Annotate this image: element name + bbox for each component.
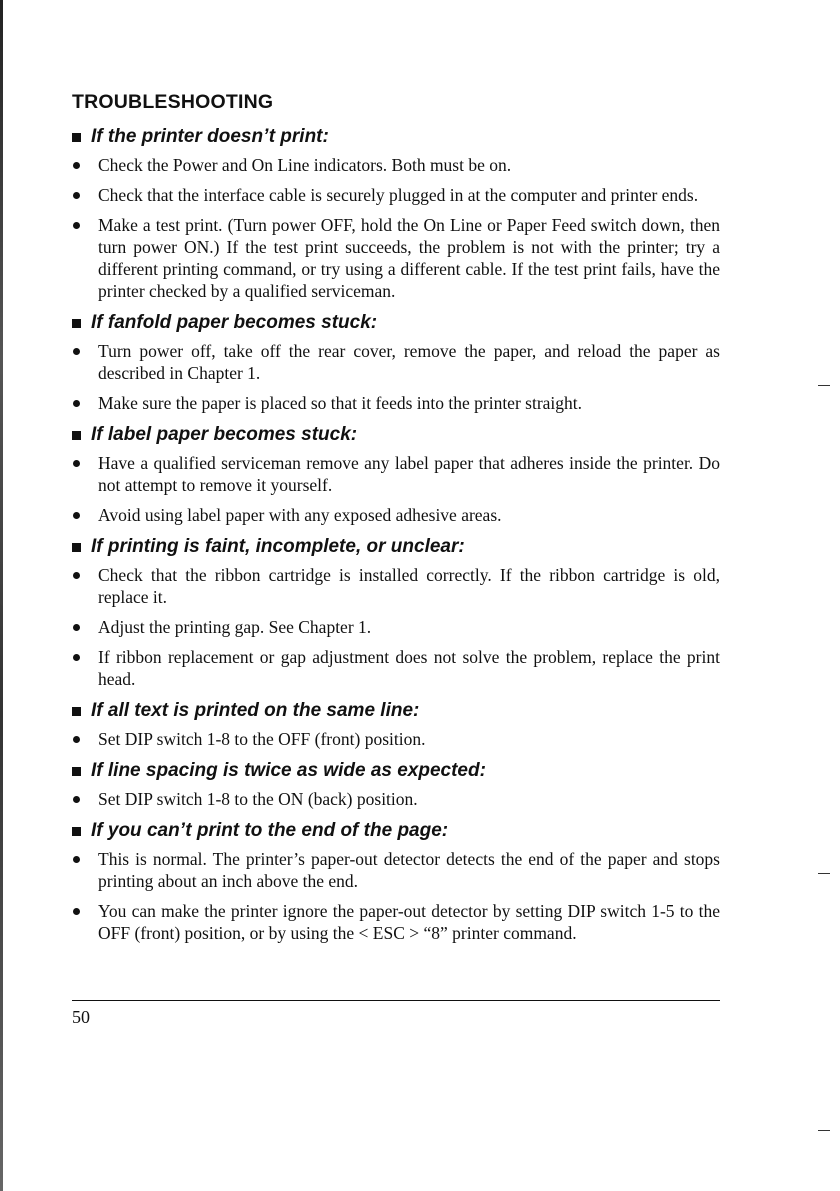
list-item bbox=[72, 646, 720, 690]
list-item-text: Have a qualified serviceman remove any label paper that adheres inside the printer. Do not attempt to remove it yourself. bbox=[98, 453, 720, 495]
list-item bbox=[72, 728, 720, 750]
list-item bbox=[72, 616, 720, 638]
list-item bbox=[72, 504, 720, 526]
list-item bbox=[72, 452, 720, 496]
section-heading-text: If all text is printed on the same line: bbox=[91, 700, 420, 721]
round-bullet-icon bbox=[73, 654, 80, 661]
list-item bbox=[72, 564, 720, 608]
section-heading bbox=[72, 534, 720, 560]
square-bullet-icon bbox=[72, 431, 81, 440]
bullet-list bbox=[72, 848, 720, 944]
list-item bbox=[72, 184, 720, 206]
list-item-text: Check the Power and On Line indicators. Both must be on. bbox=[98, 155, 512, 175]
round-bullet-icon bbox=[73, 400, 80, 407]
round-bullet-icon bbox=[73, 856, 80, 863]
square-bullet-icon bbox=[72, 827, 81, 836]
section-heading bbox=[72, 310, 720, 336]
round-bullet-icon bbox=[73, 192, 80, 199]
section-heading bbox=[72, 698, 720, 724]
list-item-text: Turn power off, take off the rear cover, remove the paper, and reload the paper as described in Chapter 1. bbox=[98, 341, 720, 383]
bullet-list bbox=[72, 154, 720, 302]
list-item-text: Check that the ribbon cartridge is installed correctly. If the ribbon cartridge is old, replace it. bbox=[98, 565, 720, 607]
round-bullet-icon bbox=[73, 162, 80, 169]
sections-container bbox=[72, 124, 720, 944]
section-heading bbox=[72, 818, 720, 844]
section-heading-text: If you can’t print to the end of the page: bbox=[91, 820, 449, 841]
list-item-text: Adjust the printing gap. See Chapter 1. bbox=[98, 617, 372, 637]
margin-mark bbox=[818, 873, 830, 874]
list-item bbox=[72, 900, 720, 944]
bullet-list bbox=[72, 340, 720, 414]
section-heading-text: If label paper becomes stuck: bbox=[91, 424, 358, 445]
list-item-text: You can make the printer ignore the paper-out detector by setting DIP switch 1-5 to the OFF (front) position, or by using the < ESC > “8” printer command. bbox=[98, 901, 720, 943]
list-item-text: Check that the interface cable is securely plugged in at the computer and printer ends. bbox=[98, 185, 699, 205]
bullet-list bbox=[72, 788, 720, 810]
section-heading-text: If fanfold paper becomes stuck: bbox=[91, 312, 378, 333]
scan-edge bbox=[0, 0, 3, 1191]
bullet-list bbox=[72, 564, 720, 690]
round-bullet-icon bbox=[73, 796, 80, 803]
square-bullet-icon bbox=[72, 319, 81, 328]
list-item bbox=[72, 340, 720, 384]
page-number: 50 bbox=[72, 1007, 90, 1027]
list-item bbox=[72, 154, 720, 176]
list-item-text: Set DIP switch 1-8 to the OFF (front) position. bbox=[98, 729, 426, 749]
margin-mark bbox=[818, 1130, 830, 1131]
footer-divider bbox=[72, 1000, 720, 1001]
section bbox=[72, 422, 720, 526]
section-heading-text: If line spacing is twice as wide as expected: bbox=[91, 760, 486, 781]
round-bullet-icon bbox=[73, 736, 80, 743]
round-bullet-icon bbox=[73, 348, 80, 355]
section bbox=[72, 698, 720, 750]
square-bullet-icon bbox=[72, 707, 81, 716]
round-bullet-icon bbox=[73, 572, 80, 579]
section bbox=[72, 818, 720, 944]
square-bullet-icon bbox=[72, 543, 81, 552]
page-title: TROUBLESHOOTING bbox=[72, 91, 274, 113]
round-bullet-icon bbox=[73, 460, 80, 467]
round-bullet-icon bbox=[73, 222, 80, 229]
document-page bbox=[72, 88, 720, 952]
list-item-text: Make a test print. (Turn power OFF, hold the On Line or Paper Feed switch down, then turn power ON.) If the test print succeeds, the problem is not with the printer; try a different printing command, or try using a different cable. If the test print fails, have the printer checked by a qualified serviceman. bbox=[98, 215, 720, 301]
round-bullet-icon bbox=[73, 908, 80, 915]
bullet-list bbox=[72, 728, 720, 750]
section-heading-text: If printing is faint, incomplete, or unclear: bbox=[91, 536, 465, 557]
list-item bbox=[72, 848, 720, 892]
section bbox=[72, 124, 720, 302]
round-bullet-icon bbox=[73, 624, 80, 631]
list-item bbox=[72, 788, 720, 810]
bullet-list bbox=[72, 452, 720, 526]
list-item-text: Set DIP switch 1-8 to the ON (back) position. bbox=[98, 789, 418, 809]
section-heading bbox=[72, 422, 720, 448]
section bbox=[72, 758, 720, 810]
margin-mark bbox=[818, 385, 830, 386]
section-heading bbox=[72, 758, 720, 784]
square-bullet-icon bbox=[72, 133, 81, 142]
section-heading-text: If the printer doesn’t print: bbox=[91, 126, 329, 147]
list-item-text: Make sure the paper is placed so that it feeds into the printer straight. bbox=[98, 393, 583, 413]
list-item-text: This is normal. The printer’s paper-out detector detects the end of the paper and stops printing about an inch above the end. bbox=[98, 849, 720, 891]
section bbox=[72, 534, 720, 690]
list-item-text: If ribbon replacement or gap adjustment does not solve the problem, replace the print head. bbox=[98, 647, 720, 689]
section-heading bbox=[72, 124, 720, 150]
square-bullet-icon bbox=[72, 767, 81, 776]
list-item-text: Avoid using label paper with any exposed adhesive areas. bbox=[98, 505, 502, 525]
list-item bbox=[72, 392, 720, 414]
round-bullet-icon bbox=[73, 512, 80, 519]
section bbox=[72, 310, 720, 414]
list-item bbox=[72, 214, 720, 302]
